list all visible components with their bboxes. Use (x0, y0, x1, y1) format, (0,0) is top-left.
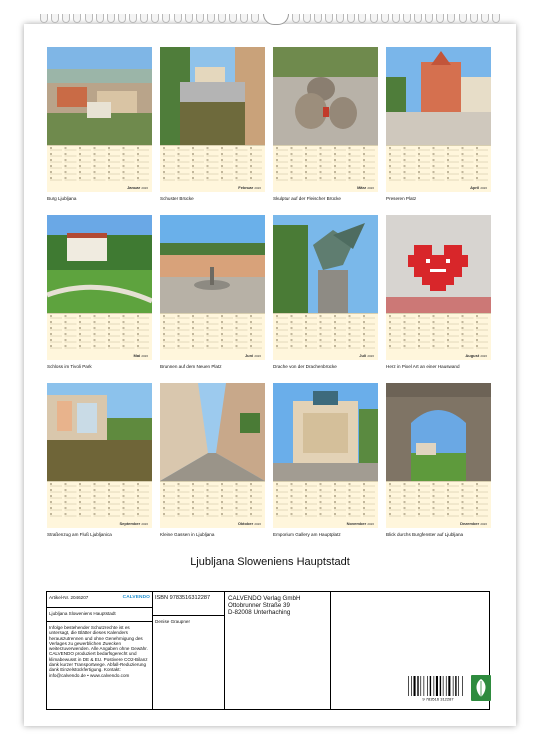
month-photo (160, 215, 265, 313)
publisher-line: Ottobrunner Straße 39 (228, 602, 290, 609)
spiral-ring (107, 14, 115, 23)
dragon-photo (273, 215, 378, 313)
spiral-ring (347, 14, 355, 23)
month-photo (273, 383, 378, 481)
isbn: ISBN 9783516312287 (153, 592, 224, 616)
calendar-title: Ljubljana Sloweniens Hauptstadt (190, 556, 350, 568)
legal-notice: Infolge bestehender Schutzrechte ist es untersagt, die Blätter dieses Kalenders herauszutrennen und ohne Genehmigung des Verlages zu gewerblichen Zwecken weiterzuverwenden. Alle Angaben ohne Gewähr. CALVENDO produziert bedarfsgerecht und klimabewusst in DE & EU. Postivere CO2-Bilanz dank kurzer Transportwege. Abfall-Reduzierung dank Einzelstückfertigung. Kontakt: info@calvendo.de • www.calvendo.com (49, 625, 148, 678)
spiral-ring (129, 14, 137, 23)
spiral-ring (470, 14, 478, 23)
publisher-line: D-82008 Unterhaching (228, 609, 291, 616)
month-photo (386, 47, 491, 145)
month-page-september (47, 383, 152, 537)
month-page-juni (160, 215, 265, 369)
month-photo (273, 215, 378, 313)
riverside-photo (47, 383, 152, 481)
window-photo (386, 383, 491, 481)
month-year: 2026 (480, 186, 487, 190)
photo-caption: Kleine Gassen in Ljubljana (160, 532, 215, 537)
month-calendar-grid (273, 145, 378, 192)
month-name: Juni (244, 353, 254, 358)
month-photo (386, 383, 491, 481)
spiral-ring (118, 14, 126, 23)
month-page-märz (273, 47, 378, 201)
spiral-ring (85, 14, 93, 23)
month-name: Januar (127, 185, 141, 190)
month-year: 2026 (367, 522, 374, 526)
month-label (134, 353, 148, 358)
month-name: April (470, 185, 480, 190)
month-calendar-grid (160, 145, 265, 192)
month-name: Dezember (460, 521, 480, 526)
publisher-address (225, 592, 331, 709)
month-name: Mai (133, 353, 141, 358)
photo-caption: Brunnen auf dem Neuen Platz (160, 364, 222, 369)
month-page-januar (47, 47, 152, 201)
church-square-photo (386, 47, 491, 145)
month-calendar-grid (386, 145, 491, 192)
spiral-ring (62, 14, 70, 23)
month-label (460, 521, 487, 526)
spiral-ring (325, 14, 333, 23)
article-number: Artikel-Nr. 2046207 (49, 595, 89, 600)
spiral-ring (314, 14, 322, 23)
month-page-april (386, 47, 491, 201)
month-name: Oktober (237, 521, 254, 526)
month-page-juli (273, 215, 378, 369)
month-calendar-grid (160, 313, 265, 360)
park-castle-photo (47, 215, 152, 313)
fsc-leaf-icon (471, 675, 491, 701)
month-page-oktober (160, 383, 265, 537)
photo-caption: Schloss im Tivoli Park (47, 364, 92, 369)
spiral-ring (492, 14, 500, 23)
month-calendar-grid (386, 313, 491, 360)
barcode-icon (407, 675, 469, 701)
month-photo (160, 383, 265, 481)
sculpture-photo (273, 47, 378, 145)
spiral-ring (96, 14, 104, 23)
spiral-ring (436, 14, 444, 23)
month-year: 2026 (480, 522, 487, 526)
gallery-photo (273, 383, 378, 481)
castle-view-photo (47, 47, 152, 145)
spiral-ring (185, 14, 193, 23)
month-label (245, 353, 261, 358)
fountain-photo (160, 215, 265, 313)
month-calendar-grid (160, 481, 265, 528)
spiral-ring (174, 14, 182, 23)
barcode-number: 9 783516 312287 (422, 696, 454, 701)
spiral-ring (218, 14, 226, 23)
photo-caption: Preseren Platz (386, 196, 417, 201)
photo-caption: Schuster Brücke (160, 196, 194, 201)
month-year: 2026 (254, 186, 261, 190)
spiral-ring (140, 14, 148, 23)
spiral-ring (481, 14, 489, 23)
spiral-ring (392, 14, 400, 23)
calvendo-logo: CALVENDO (122, 595, 150, 600)
month-year: 2026 (141, 354, 148, 358)
month-photo (386, 215, 491, 313)
spiral-ring (425, 14, 433, 23)
month-label (127, 185, 148, 190)
month-page-november (273, 383, 378, 537)
spiral-binding (40, 14, 500, 26)
month-name: Februar (238, 185, 254, 190)
month-label (238, 185, 261, 190)
author-name: Denise Graupner (155, 619, 190, 624)
month-calendar-grid (47, 145, 152, 192)
month-calendar-grid (47, 313, 152, 360)
month-label (359, 353, 374, 358)
spiral-ring (251, 14, 259, 23)
month-year: 2026 (367, 354, 374, 358)
month-label (347, 521, 374, 526)
month-photo (47, 215, 152, 313)
spiral-ring (292, 14, 300, 23)
publisher-line: CALVENDO Verlag GmbH (228, 595, 301, 602)
month-page-februar (160, 47, 265, 201)
alley-photo (160, 383, 265, 481)
month-year: 2026 (367, 186, 374, 190)
month-label (465, 353, 487, 358)
month-calendar-grid (273, 481, 378, 528)
spiral-ring (162, 14, 170, 23)
pixel-heart-photo (386, 215, 491, 313)
hanger-hook (263, 14, 289, 25)
month-year: 2026 (480, 354, 487, 358)
photo-caption: Skulptur auf der Fleischer Brücke (273, 196, 341, 201)
spiral-ring (196, 14, 204, 23)
month-name: März (357, 185, 367, 190)
month-photo (160, 47, 265, 145)
month-name: November (346, 521, 367, 526)
spiral-ring (414, 14, 422, 23)
spiral-ring (40, 14, 48, 23)
month-label (357, 185, 374, 190)
month-page-dezember (386, 383, 491, 537)
month-year: 2026 (141, 522, 148, 526)
month-calendar-grid (47, 481, 152, 528)
river-bridge-photo (160, 47, 265, 145)
month-label (120, 521, 149, 526)
photo-caption: Emporium Gallery am Hauptplatz (273, 532, 341, 537)
photo-caption: Blick durchs Burgfenster auf Ljubljana (386, 532, 464, 537)
spiral-ring (459, 14, 467, 23)
photo-caption: Drache von der Drachenbrücke (273, 364, 337, 369)
photo-caption: Burg Ljubljana (47, 196, 77, 201)
spiral-ring (229, 14, 237, 23)
photo-caption: Straßenzug am Fluß Ljubljanica (47, 532, 112, 537)
spiral-ring (381, 14, 389, 23)
photo-caption: Herz in Pixel Art an einer Hauswand (386, 364, 460, 369)
spiral-ring (370, 14, 378, 23)
spiral-ring (240, 14, 248, 23)
month-photo (273, 47, 378, 145)
month-page-mai (47, 215, 152, 369)
month-calendar-grid (273, 313, 378, 360)
spiral-ring (207, 14, 215, 23)
month-label (470, 185, 487, 190)
product-title: Ljubljana Sloweniens Hauptstadt (47, 608, 152, 622)
month-name: September (119, 521, 141, 526)
spiral-ring (303, 14, 311, 23)
spiral-ring (51, 14, 59, 23)
spiral-ring (358, 14, 366, 23)
month-photo (47, 383, 152, 481)
month-year: 2026 (254, 522, 261, 526)
month-label (238, 521, 261, 526)
spiral-ring (336, 14, 344, 23)
spiral-ring (403, 14, 411, 23)
month-year: 2026 (141, 186, 148, 190)
month-calendar-grid (386, 481, 491, 528)
publisher-info-box (46, 591, 490, 710)
month-name: Juli (359, 353, 367, 358)
month-page-august (386, 215, 491, 369)
month-name: August (465, 353, 480, 358)
month-year: 2026 (254, 354, 261, 358)
month-photo (47, 47, 152, 145)
spiral-ring (447, 14, 455, 23)
spiral-ring (151, 14, 159, 23)
spiral-ring (73, 14, 81, 23)
